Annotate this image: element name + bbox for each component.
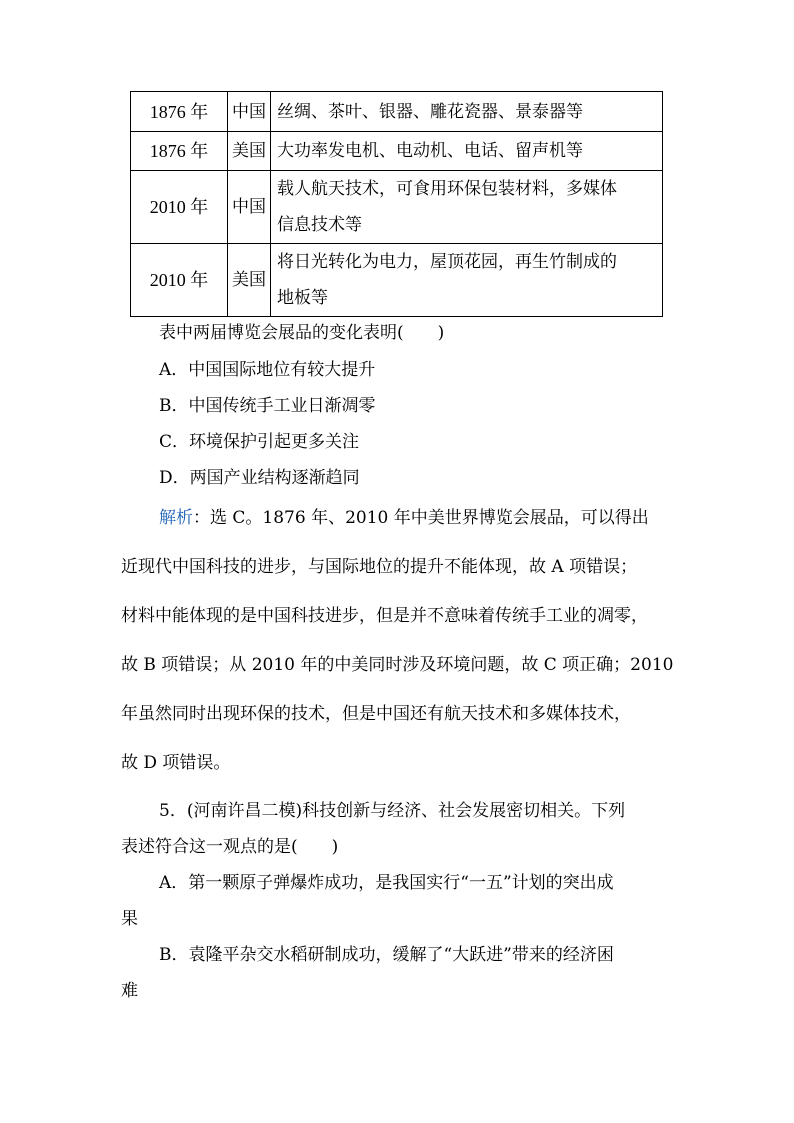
table-cell-country: 美国 — [228, 244, 271, 317]
analysis-line: 故 D 项错误。 — [121, 753, 231, 773]
table-cell-items — [271, 171, 663, 244]
analysis-line: 故 B 项错误；从 2010 年的中美同时涉及环境问题，故 C 项正确；2010 — [121, 655, 674, 675]
question5-stem: 表述符合这一观点的是( ) — [121, 837, 339, 857]
table-cell-items: 丝绸、茶叶、银器、雕花瓷器、景泰器等 — [271, 92, 663, 132]
analysis-line: 材料中能体现的是中国科技进步，但是并不意味着传统手工业的凋零， — [121, 606, 648, 626]
table-cell-items: 大功率发电机、电动机、电话、留声机等 — [271, 132, 663, 171]
question5-option-a: 果 — [121, 909, 138, 929]
table-cell-year: 2010 年 — [131, 244, 228, 317]
table-cell-year: 1876 年 — [131, 92, 228, 132]
table-row — [131, 92, 663, 132]
question5-option-b: 难 — [121, 981, 138, 1001]
table-row — [131, 244, 663, 317]
table-cell-year: 2010 年 — [131, 171, 228, 244]
analysis-label: 解析 — [159, 508, 193, 528]
table-cell-year: 1876 年 — [131, 132, 228, 171]
question5-option-a: A．第一颗原子弹爆炸成功，是我国实行“一五”计划的突出成 — [159, 873, 614, 893]
option-a: A．中国国际地位有较大提升 — [159, 360, 376, 380]
table-row — [131, 171, 663, 244]
option-d: D．两国产业结构逐渐趋同 — [159, 468, 360, 488]
table-cell-country: 美国 — [228, 132, 271, 171]
question5-stem: 5．(河南许昌二模)科技创新与经济、社会发展密切相关。下列 — [159, 801, 626, 821]
table-cell-items-line: 载人航天技术，可食用环保包装材料，多媒体 — [277, 179, 617, 199]
expo-table — [130, 91, 663, 317]
table-cell-country: 中国 — [228, 171, 271, 244]
analysis-line — [159, 503, 649, 528]
question-stem: 表中两届博览会展品的变化表明( ) — [159, 323, 445, 343]
table-row — [131, 132, 663, 171]
analysis-text: ：选 C。1876 年、2010 年中美世界博览会展品，可以得出 — [193, 508, 649, 528]
option-b: B．中国传统手工业日渐凋零 — [159, 396, 376, 416]
table-cell-items-line: 将日光转化为电力，屋顶花园，再生竹制成的 — [277, 252, 617, 272]
table-cell-country: 中国 — [228, 92, 271, 132]
question5-option-b: B．袁隆平杂交水稻研制成功，缓解了“大跃进”带来的经济困 — [159, 945, 614, 965]
table-cell-items-line: 信息技术等 — [277, 215, 362, 235]
option-c: C．环境保护引起更多关注 — [159, 432, 360, 452]
table-cell-items — [271, 244, 663, 317]
table-cell-items-line: 地板等 — [277, 288, 328, 308]
analysis-line: 近现代中国科技的进步，与国际地位的提升不能体现，故 A 项错误； — [121, 557, 638, 577]
analysis-line: 年虽然同时出现环保的技术，但是中国还有航天技术和多媒体技术， — [121, 704, 631, 724]
